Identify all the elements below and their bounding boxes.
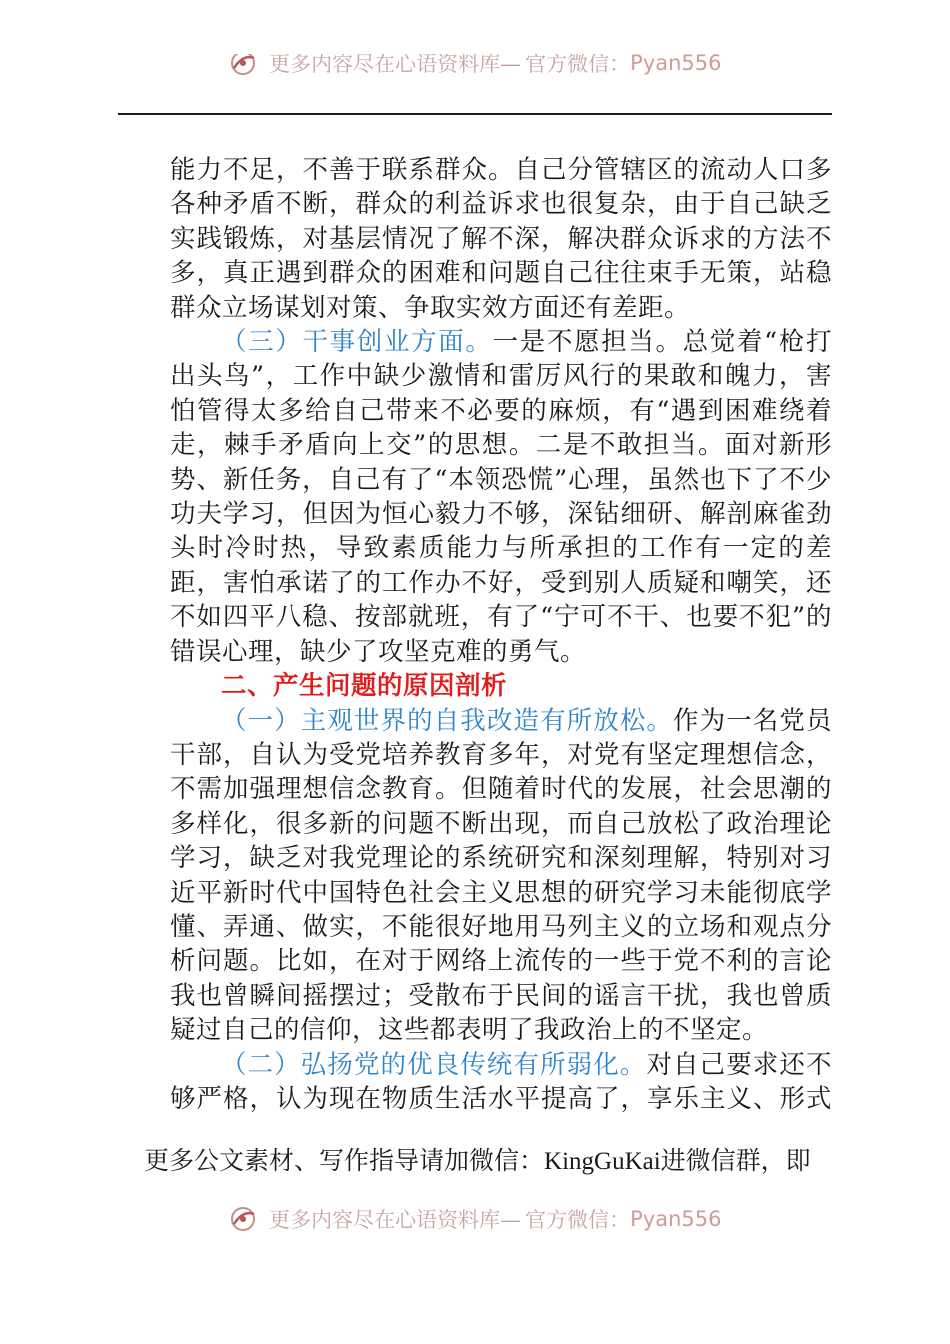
paragraph-4-text: 对自己要求还不够严格，认为现在物质生活水平提高了，享乐主义、形式 xyxy=(170,1049,832,1114)
paragraph-1-text: 能力不足，不善于联系群众。自己分管辖区的流动人口多各种矛盾不断，群众的利益诉求也很复杂，由于自己缺乏实践锻炼，对基层情况了解不深，解决群众诉求的方法不多，真正遇到群众的困难和问题自己往往束手无策，站稳群众立场谋划对策、争取实效方面还有差距。 xyxy=(170,155,832,323)
header-wechat-id: Pyan556 xyxy=(630,54,722,75)
promo-text-b: 进微信群，即 xyxy=(660,1146,811,1175)
logo-icon xyxy=(228,1204,258,1234)
paragraph-3-text: 作为一名党员干部，自认为受党培养教育多年，对党有坚定理想信念，不需加强理想信念教育。但随着时代的发展，社会思潮的多样化，很多新的问题不断出现，而自己放松了政治理论学习，缺乏对我党理论的系统研究和深刻理解，特别对习近平新时代中国特色社会主义思想的研究学习未能彻底学懂、弄通、做实，不能很好地用马列主义的立场和观点分析问题。比如，在对于网络上流传的一些于党不利的言论我也曾瞬间摇摆过；受散布于民间的谣言干扰，我也曾质疑过自己的信仰，这些都表明了我政治上的不坚定。 xyxy=(170,705,832,1046)
promo-line xyxy=(144,1141,844,1177)
header-wechat-label: 官方微信： xyxy=(525,54,631,76)
paragraph-2-title: （三）干事创业方面。 xyxy=(221,327,493,358)
header-watermark xyxy=(0,54,950,90)
paragraph-2 xyxy=(170,325,832,669)
logo-icon xyxy=(228,54,258,78)
paragraph-4 xyxy=(170,1048,832,1117)
promo-text-a: 更多公文素材、写作指导请加微信： xyxy=(144,1146,545,1175)
footer-wechat-id: Pyan556 xyxy=(630,1207,722,1231)
footer-banner-text: 更多内容尽在心语资料库— xyxy=(269,1208,522,1232)
header-banner-text: 更多内容尽在心语资料库— xyxy=(269,54,522,76)
document-body xyxy=(170,153,832,1116)
footer-wechat-label: 官方微信： xyxy=(525,1208,631,1232)
paragraph-4-title: （二）弘扬党的优良传统有所弱化。 xyxy=(221,1049,647,1080)
footer-watermark xyxy=(0,1204,950,1234)
header-divider xyxy=(118,113,832,115)
section-heading: 二、产生问题的原因剖析 xyxy=(221,671,508,702)
paragraph-2-text: 一是不愿担当。总觉着“枪打出头鸟”，工作中缺少激情和雷厉风行的果敢和魄力，害怕管得太多给自己带来不必要的麻烦，有“遇到困难绕着走，棘手矛盾向上交”的思想。二是不敢担当。面对新形势、新任务，自己有了“本领恐慌”心理，虽然也下了不少功夫学习，但因为恒心毅力不够，深钻细研、解剖麻雀劲头时冷时热，导致素质能力与所承担的工作有一定的差距，害怕承诺了的工作办不好，受到别人质疑和嘲笑，还不如四平八稳、按部就班，有了“宁可不干、也要不犯”的错误心理，缺少了攻坚克难的勇气。 xyxy=(170,327,832,667)
promo-wechat: KingGuKai xyxy=(544,1148,661,1175)
paragraph-1 xyxy=(170,153,832,325)
paragraph-3-title: （一）主观世界的自我改造有所放松。 xyxy=(221,705,674,736)
paragraph-3 xyxy=(170,704,832,1048)
